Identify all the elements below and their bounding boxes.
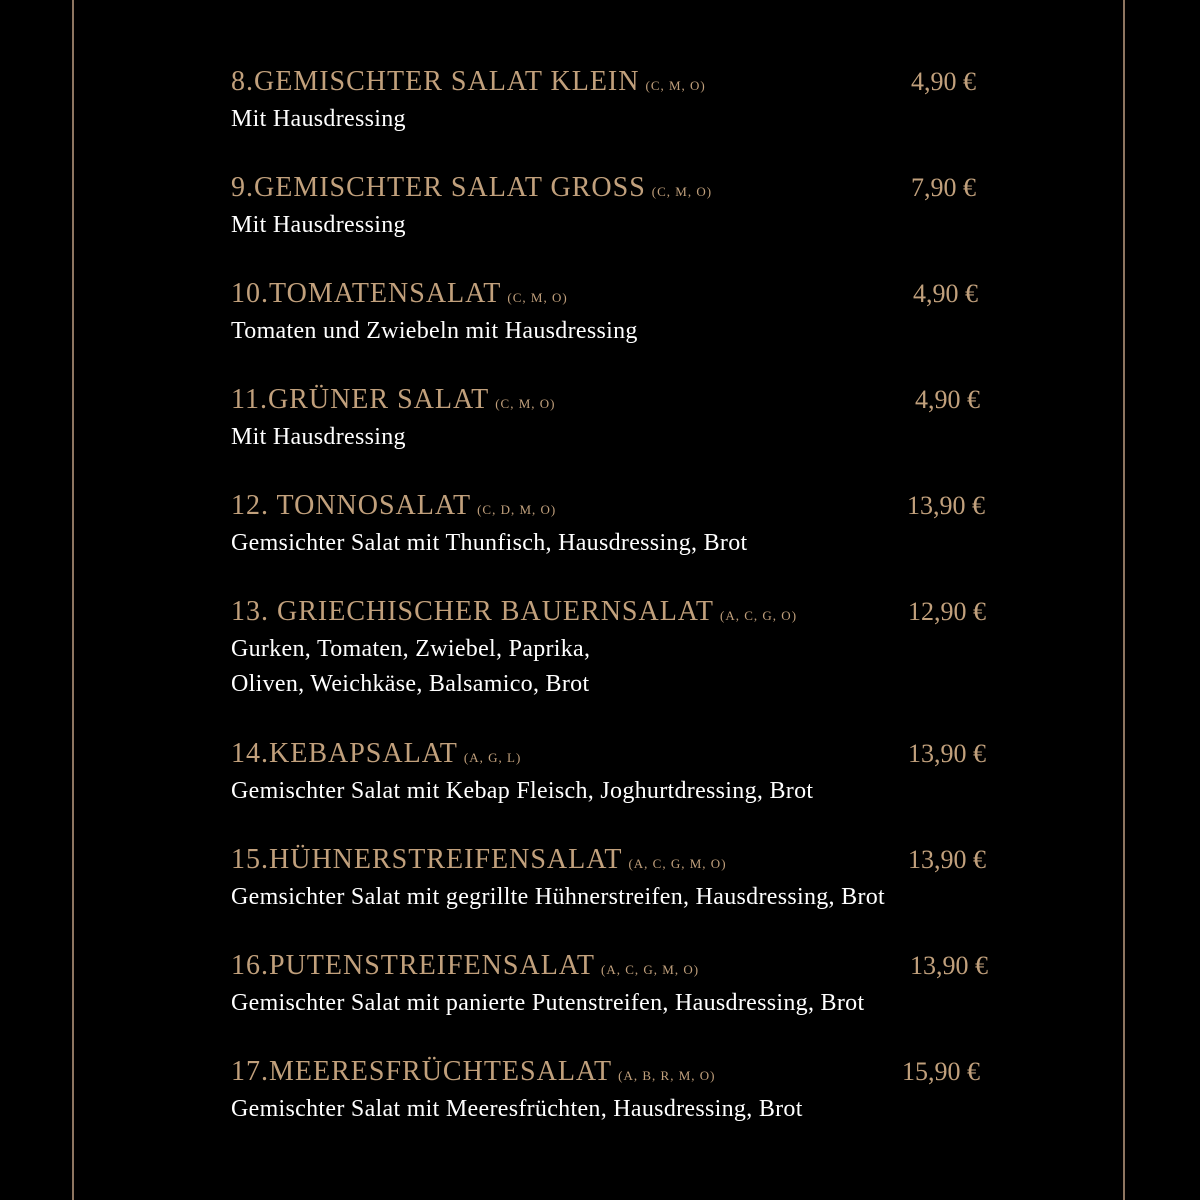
menu-item-header <box>231 840 1001 880</box>
menu-item <box>231 62 1001 137</box>
menu-item-title: 10.TOMATENSALAT <box>231 278 502 309</box>
menu-item <box>231 840 1001 915</box>
menu-item-header <box>231 592 1001 632</box>
menu-item-allergens: (A, C, G, M, O) <box>628 856 727 871</box>
menu-item-price: 13,90 € <box>908 739 986 768</box>
menu-item-description: Mit Hausdressing <box>231 106 406 132</box>
menu-item-description: Gemsichter Salat mit gegrillte Hühnerstreifen, Hausdressing, Brot <box>231 884 886 910</box>
menu-item-header <box>231 62 1001 102</box>
menu-item-title: 9.GEMISCHTER SALAT GROSS <box>231 172 646 203</box>
menu-item-allergens: (A, G, L) <box>463 750 522 765</box>
menu-item <box>231 592 1001 702</box>
menu-item-price: 4,90 € <box>915 385 980 414</box>
menu-item <box>231 168 1001 243</box>
menu-item-title: 17.MEERESFRÜCHTESALAT <box>231 1056 613 1087</box>
menu-item-title: 15.HÜHNERSTREIFENSALAT <box>231 844 623 875</box>
menu-item-description: Gurken, Tomaten, Zwiebel, Paprika, <box>231 636 591 662</box>
menu-item-header <box>231 486 1001 526</box>
menu-item-price: 4,90 € <box>911 67 976 96</box>
menu-item-price: 13,90 € <box>910 951 988 980</box>
frame-line-left <box>72 0 74 1200</box>
menu-item-allergens: (A, C, G, O) <box>720 608 798 623</box>
menu-item-title: 8.GEMISCHTER SALAT KLEIN <box>231 66 640 97</box>
menu-item-description: Gemsichter Salat mit Thunfisch, Hausdressing, Brot <box>231 530 748 556</box>
menu-item-price: 12,90 € <box>908 597 986 626</box>
menu-item <box>231 734 1001 809</box>
menu-item-header <box>231 946 1001 986</box>
menu-item-description: Oliven, Weichkäse, Balsamico, Brot <box>231 671 590 697</box>
menu-item-allergens: (C, D, M, O) <box>477 502 557 517</box>
menu-item-allergens: (C, M, O) <box>645 78 706 93</box>
menu-item-price: 15,90 € <box>902 1057 980 1086</box>
menu-item-title: 14.KEBAPSALAT <box>231 738 458 769</box>
menu-item <box>231 380 1001 455</box>
menu-item <box>231 946 1001 1021</box>
menu-item <box>231 486 1001 561</box>
frame-line-right <box>1123 0 1125 1200</box>
menu-item-title: 11.GRÜNER SALAT <box>231 384 490 415</box>
menu-item-price: 7,90 € <box>911 173 976 202</box>
menu-item-title: 16.PUTENSTREIFENSALAT <box>231 950 596 981</box>
menu-item-header <box>231 168 1001 208</box>
menu-item <box>231 274 1001 349</box>
menu-item-header <box>231 274 1001 314</box>
menu-item-header <box>231 734 1001 774</box>
menu-item-description: Gemischter Salat mit Kebap Fleisch, Joghurtdressing, Brot <box>231 778 814 804</box>
menu-item-description: Gemischter Salat mit Meeresfrüchten, Hausdressing, Brot <box>231 1096 803 1122</box>
menu-item-title: 12. TONNOSALAT <box>231 490 472 521</box>
menu-item-allergens: (C, M, O) <box>507 290 568 305</box>
menu-item-header <box>231 1052 1001 1092</box>
menu-item-price: 13,90 € <box>907 491 985 520</box>
menu-item <box>231 1052 1001 1127</box>
menu-item-price: 13,90 € <box>908 845 986 874</box>
menu-item-description: Tomaten und Zwiebeln mit Hausdressing <box>231 318 638 344</box>
menu-item-allergens: (A, B, R, M, O) <box>618 1068 716 1083</box>
menu-item-description: Mit Hausdressing <box>231 424 406 450</box>
menu-item-description: Gemischter Salat mit panierte Putenstreifen, Hausdressing, Brot <box>231 990 865 1016</box>
menu-item-allergens: (C, M, O) <box>495 396 556 411</box>
menu-item-header <box>231 380 1001 420</box>
menu-item-description: Mit Hausdressing <box>231 212 406 238</box>
menu-item-allergens: (A, C, G, M, O) <box>601 962 700 977</box>
menu-item-price: 4,90 € <box>913 279 978 308</box>
menu-item-title: 13. GRIECHISCHER BAUERNSALAT <box>231 596 715 627</box>
menu-item-allergens: (C, M, O) <box>651 184 713 199</box>
